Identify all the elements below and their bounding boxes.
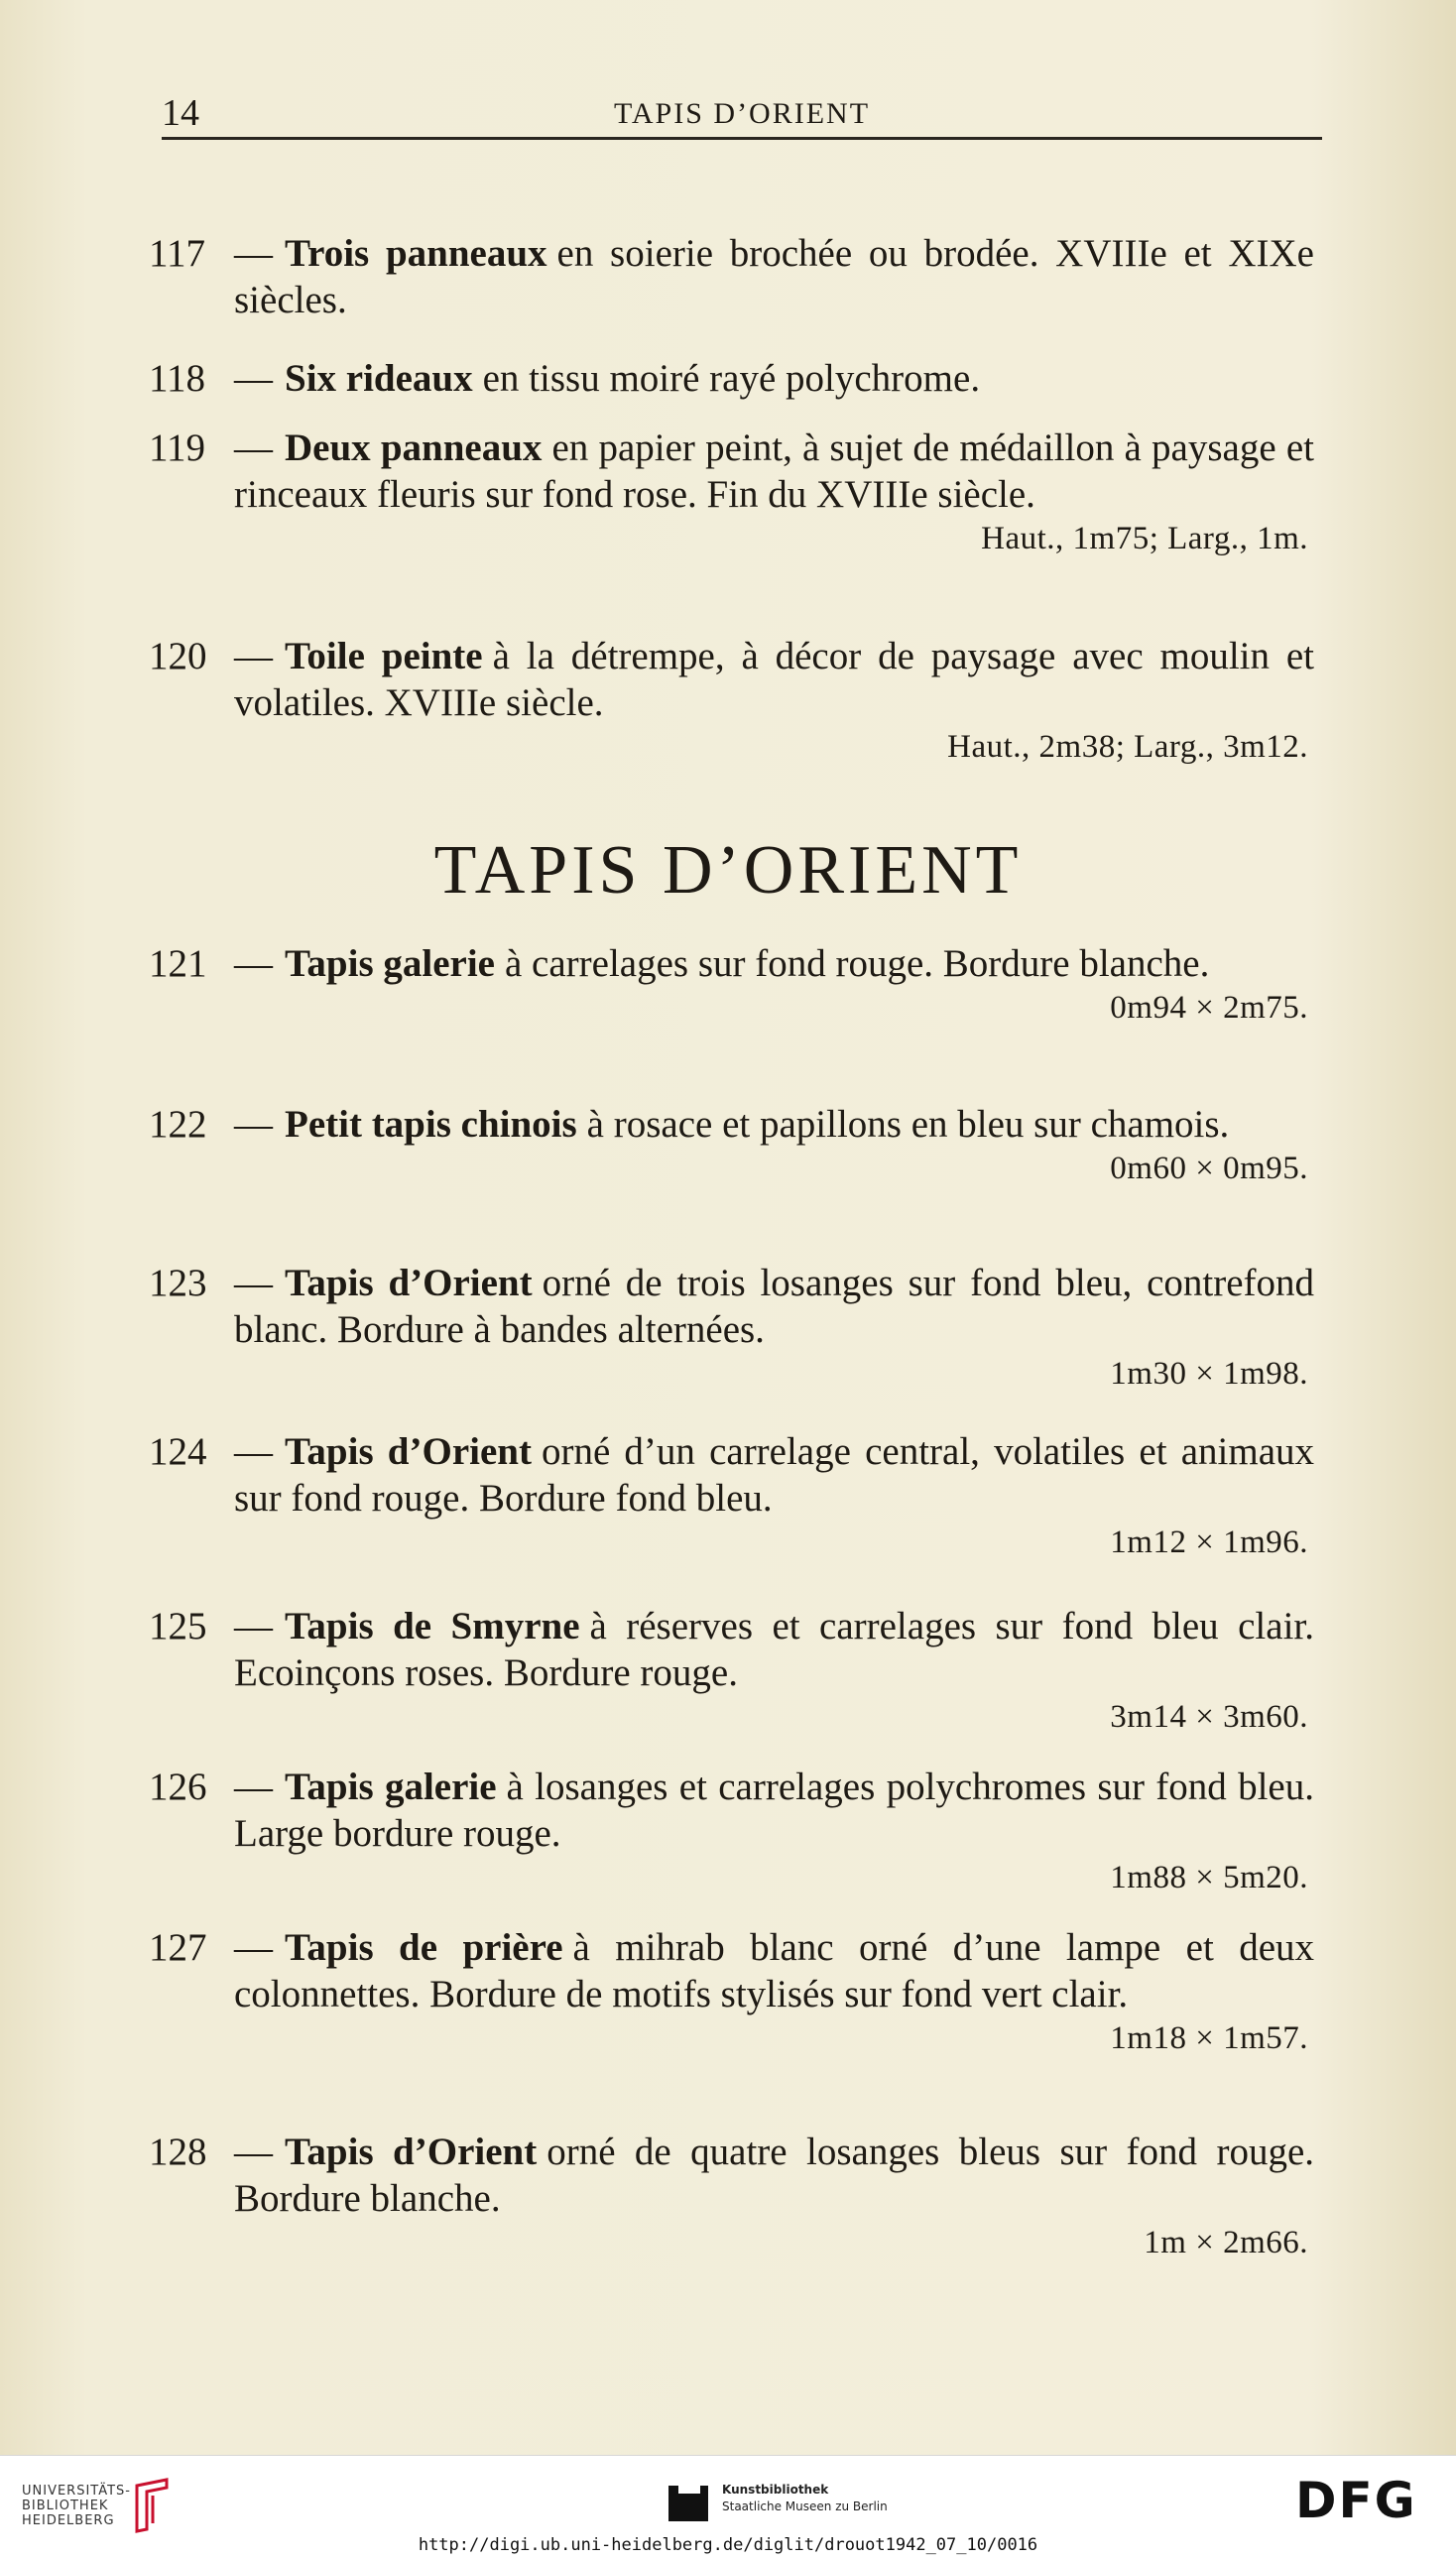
lot-description: orné d’un carrelage central, volatiles et animaux sur fond rouge. Bordure fond bleu.	[234, 1430, 1315, 1520]
lot-entry: 124 — Tapis d’Orient orné d’un carrelage central, volatiles et animaux sur fond rouge. Bordure fond bleu. 1m12 × 1m96.	[149, 1428, 1314, 1563]
lot-name: Tapis d’Orient	[285, 1262, 533, 1304]
lot-dimension: 0m94 × 2m75.	[1110, 990, 1308, 1026]
running-header	[162, 91, 1322, 140]
lot-description: en soierie brochée ou brodée. XVIIIe et XIXe siècles.	[234, 232, 1314, 321]
page-number: 14	[162, 92, 199, 134]
lot-name: Toile peinte	[285, 635, 483, 677]
lot-name: Tapis d’Orient	[285, 1430, 532, 1473]
lot-name: Tapis de Smyrne	[285, 1605, 580, 1647]
museum-logo[interactable]: Kunstbibliothek Staatliche Museen zu Berlin	[722, 2483, 888, 2513]
lot-number: 127	[149, 1926, 207, 1969]
lot-number: 119	[149, 427, 206, 469]
lot-description: à losanges et carrelages polychromes sur fond bleu. Large bordure rouge.	[234, 1766, 1314, 1855]
lot-dimension: 3m14 × 3m60.	[1110, 1699, 1308, 1735]
section-title: TAPIS D’ORIENT	[433, 832, 1023, 909]
lot-dimension: 1m18 × 1m57.	[1110, 2020, 1308, 2056]
lot-number: 118	[149, 357, 206, 400]
lot-dimension: 1m88 × 5m20.	[1110, 1860, 1308, 1895]
page-url[interactable]: http://digi.ub.uni-heidelberg.de/diglit/drouot1942_07_10/0016	[418, 2535, 1038, 2555]
lot-name: Tapis d’Orient	[285, 2131, 538, 2173]
lot-dimension: 1m × 2m66.	[1144, 2225, 1308, 2260]
lot-entry: 121 — Tapis galerie à carrelages sur fond rouge. Bordure blanche. 0m94 × 2m75.	[149, 940, 1314, 1029]
lot-description: en tissu moiré rayé polychrome.	[482, 357, 981, 400]
lot-name: Tapis galerie	[285, 1766, 497, 1808]
lot-entry: 128 — Tapis d’Orient orné de quatre losanges bleus sur fond rouge. Bordure blanche. 1m × 2m66.	[149, 2129, 1314, 2263]
lot-entry: 122 — Petit tapis chinois à rosace et papillons en bleu sur chamois. 0m60 × 0m95.	[149, 1101, 1314, 1189]
lot-number: 124	[149, 1430, 207, 1473]
lot-description: à la détrempe, à décor de paysage avec moulin et volatiles. XVIIIe siècle.	[234, 635, 1314, 724]
lot-entry: 127 — Tapis de prière à mihrab blanc orné d’une lampe et deux colonnettes. Bordure de motifs stylisés sur fond vert clair. 1m18 × 1m57.	[149, 1924, 1314, 2059]
lot-dimension: Haut., 1m75; Larg., 1m.	[981, 521, 1308, 556]
lot-description: à rosace et papillons en bleu sur chamois.	[586, 1103, 1230, 1146]
lot-description: à carrelages sur fond rouge. Bordure blanche.	[505, 942, 1210, 985]
lot-dimension: 1m30 × 1m98.	[1110, 1356, 1308, 1392]
lot-dimension: Haut., 2m38; Larg., 3m12.	[947, 729, 1308, 765]
lot-number: 128	[149, 2131, 207, 2173]
lot-entry: 119 — Deux panneaux en papier peint, à sujet de médaillon à paysage et rinceaux fleuris sur fond rose. Fin du XVIIIe siècle. Haut., 1m75; Larg., 1m.	[149, 425, 1314, 559]
lot-dimension: 1m12 × 1m96.	[1110, 1524, 1308, 1560]
lot-number: 122	[149, 1103, 207, 1146]
university-emblem-icon	[131, 2478, 175, 2533]
lot-number: 126	[149, 1766, 207, 1808]
dfg-logo[interactable]: DFG	[1295, 2472, 1417, 2529]
lot-dimension: 0m60 × 0m95.	[1110, 1151, 1308, 1186]
lot-name: Six rideaux	[285, 357, 473, 400]
lot-entry: 118 — Six rideaux en tissu moiré rayé polychrome.	[149, 357, 981, 400]
lot-description: orné de trois losanges sur fond bleu, contrefond blanc. Bordure à bandes alternées.	[234, 1262, 1314, 1351]
lot-name: Tapis galerie	[285, 942, 495, 985]
running-title: TAPIS D’ORIENT	[613, 97, 871, 130]
lot-name: Trois panneaux	[285, 232, 547, 275]
lot-name: Deux panneaux	[285, 427, 543, 469]
lot-name: Petit tapis chinois	[285, 1103, 577, 1146]
lot-description: à mihrab blanc orné d’une lampe et deux colonnettes. Bordure de motifs stylisés sur fond vert clair.	[234, 1926, 1314, 2015]
lot-number: 123	[149, 1262, 207, 1304]
lot-description: en papier peint, à sujet de médaillon à paysage et rinceaux fleuris sur fond rose. Fin du XVIIIe siècle.	[234, 427, 1314, 516]
university-library-logo[interactable]: UNIVERSITÄTS- BIBLIOTHEK HEIDELBERG	[22, 2484, 131, 2528]
lot-entry: 123 — Tapis d’Orient orné de trois losanges sur fond bleu, contrefond blanc. Bordure à bandes alternées. 1m30 × 1m98.	[149, 1260, 1314, 1395]
lot-description: à réserves et carrelages sur fond bleu clair. Ecoinçons roses. Bordure rouge.	[234, 1605, 1314, 1694]
lot-number: 125	[149, 1605, 207, 1647]
viewer-footer	[0, 2455, 1456, 2561]
lot-entry: 126 — Tapis galerie à losanges et carrelages polychromes sur fond bleu. Large bordure rouge. 1m88 × 5m20.	[149, 1764, 1314, 1898]
lot-number: 120	[149, 635, 207, 677]
lot-name: Tapis de prière	[285, 1926, 563, 1969]
lot-description: orné de quatre losanges bleus sur fond rouge. Bordure blanche.	[234, 2131, 1314, 2220]
lot-number: 117	[149, 232, 206, 275]
lot-entry: 117 — Trois panneaux en soierie brochée ou brodée. XVIIIe et XIXe siècles.	[149, 232, 1314, 321]
lot-entry: 120 — Toile peinte à la détrempe, à décor de paysage avec moulin et volatiles. XVIIIe siècle. Haut., 2m38; Larg., 3m12.	[149, 633, 1314, 768]
lot-number: 121	[149, 942, 207, 985]
lot-entry: 125 — Tapis de Smyrne à réserves et carrelages sur fond bleu clair. Ecoinçons roses. Bordure rouge. 3m14 × 3m60.	[149, 1603, 1314, 1738]
museum-logo-icon	[667, 2480, 712, 2525]
